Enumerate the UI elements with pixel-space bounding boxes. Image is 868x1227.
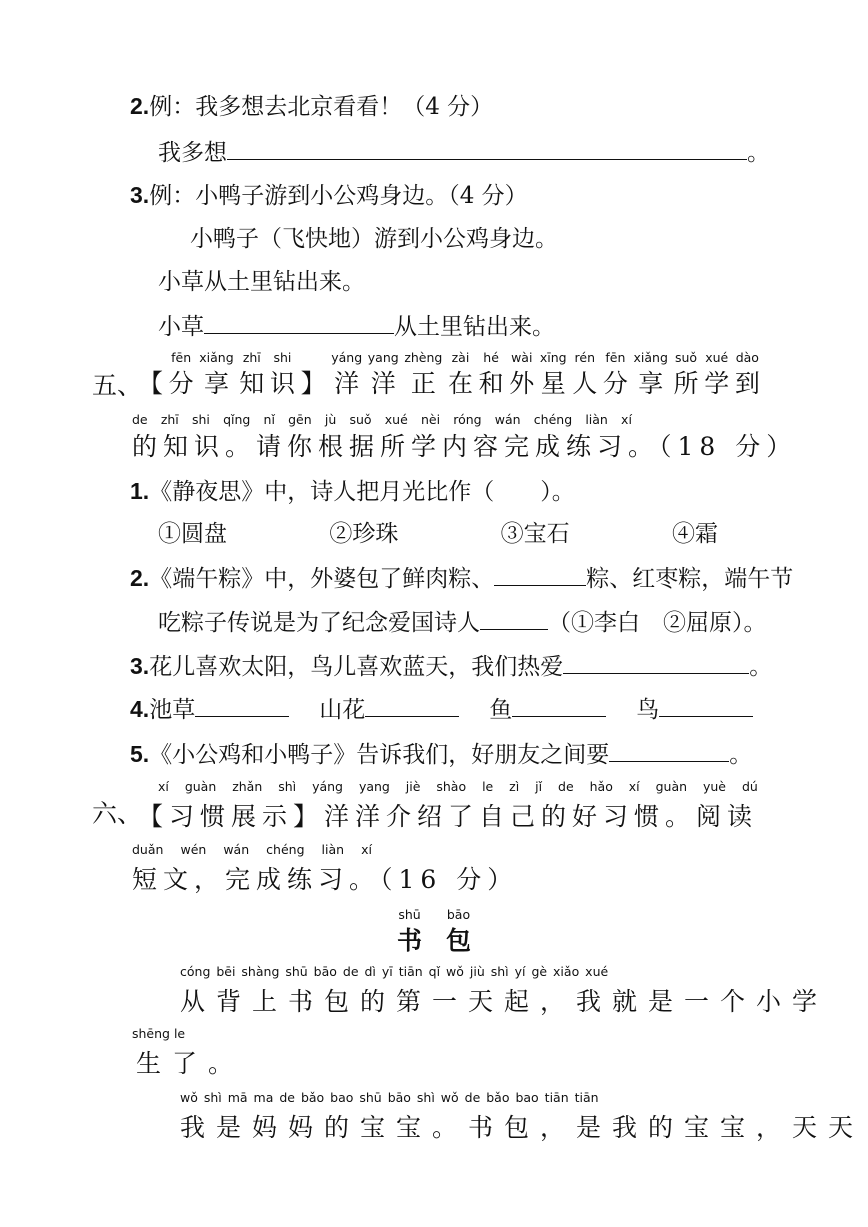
s5-heading-char: xiǎng 享 xyxy=(199,350,234,398)
s5-q2-blank-2[interactable] xyxy=(480,607,548,630)
pinyin-syllable: qǐng xyxy=(223,412,251,427)
s5-q5-end: 。 xyxy=(729,742,753,768)
pinyin-syllable: róng xyxy=(453,412,482,427)
passage-p3-pinyin: wǒ shì mā ma de bǎo bao shū bāo shì wǒ de bǎo bao tiān tiān xyxy=(180,1090,599,1105)
q4-item3-fill xyxy=(158,311,555,341)
q4-item3-text: 例：小鸭子游到小公鸡身边。（4 分） xyxy=(149,183,528,209)
s5-q4 xyxy=(130,694,753,724)
pinyin-syllable: hǎo xyxy=(589,779,613,794)
s5-q2-line2 xyxy=(158,607,767,637)
pinyin-syllable: shi xyxy=(191,412,210,427)
pinyin-syllable: suǒ xyxy=(349,412,372,427)
s5-heading-char: xīng 星 xyxy=(539,350,567,398)
pinyin-syllable: yáng xyxy=(312,779,343,794)
q4-item2-answer-line xyxy=(158,137,770,167)
s5-q2-text-b: 粽、红枣粽，端午节 xyxy=(586,566,794,592)
pinyin-syllable: xué xyxy=(384,412,408,427)
s5-q1 xyxy=(130,477,575,506)
s5-heading-char: rén 人 xyxy=(572,350,598,398)
s5-heading-row2-text: 的知识。请你根据所学内容完成练习。（18 分） xyxy=(132,432,798,461)
pinyin-syllable: nǐ xyxy=(263,412,275,427)
s5-heading-char: suǒ 所 xyxy=(673,350,699,398)
pinyin-syllable: zhǎn xyxy=(232,779,263,794)
s5-q1-option-2[interactable]: ②珍珠 xyxy=(329,521,399,547)
q4-item2-lead: 我多想 xyxy=(158,140,227,166)
s5-q2-line1 xyxy=(130,563,793,593)
s5-label: 五、 xyxy=(92,371,143,400)
pinyin-syllable: duǎn xyxy=(132,842,164,857)
passage-p1-text: 从背上书包的第一天起，我就是一个小学 xyxy=(180,987,829,1016)
pinyin-syllable: guàn xyxy=(184,779,217,794)
s5-q5-text: 《小公鸡和小鸭子》告诉我们，好朋友之间要 xyxy=(149,742,610,768)
pinyin-syllable: zì xyxy=(509,779,520,794)
s5-q4-item-2: 山花 xyxy=(319,697,366,723)
s5-heading-char: zài 在 xyxy=(447,350,473,398)
s5-heading-char: shi 识 xyxy=(269,350,295,398)
pinyin-syllable: gēn xyxy=(288,412,312,427)
s6-pinyin-row1 xyxy=(158,779,758,794)
s5-q4-blank-4[interactable] xyxy=(659,694,753,717)
pinyin-syllable: chéng xyxy=(266,842,305,857)
s5-q4-blank-1[interactable] xyxy=(195,694,289,717)
s5-q1-text: 《静夜思》中，诗人把月光比作（ ）。 xyxy=(149,479,575,505)
pinyin-syllable: chéng xyxy=(533,412,573,427)
q4-item3-sentence: 小草从土里钻出来。 xyxy=(158,269,365,295)
passage-p2-text: 生了。 xyxy=(136,1049,245,1078)
s5-heading-row2-pinyin xyxy=(132,412,632,427)
s5-heading-char: hé 和 xyxy=(478,350,504,398)
q4-item3 xyxy=(130,181,528,210)
passage-title xyxy=(0,905,868,957)
s5-q3-blank[interactable] xyxy=(563,651,749,674)
pinyin-syllable: jù xyxy=(324,412,337,427)
s5-q1-option-3[interactable]: ③宝石 xyxy=(500,521,570,547)
pinyin-syllable: wán xyxy=(223,842,250,857)
s5-heading-char: zhī 知 xyxy=(239,350,265,398)
q4-item2-end: 。 xyxy=(747,140,770,166)
q4-item3-blank[interactable] xyxy=(204,311,394,334)
passage-title-char-1: shū 书 xyxy=(396,907,422,955)
s5-q5-blank[interactable] xyxy=(609,739,729,762)
s5-q4-blank-2[interactable] xyxy=(365,694,459,717)
passage-title-char-2: bāo 包 xyxy=(446,907,472,955)
s5-q4-item-4: 鸟 xyxy=(636,697,660,723)
s5-heading-char: fēn 分 xyxy=(168,350,194,398)
s5-q3-number: 3. xyxy=(130,653,150,679)
pinyin-syllable: xí xyxy=(158,779,169,794)
pinyin-syllable: guàn xyxy=(655,779,688,794)
pinyin-syllable: shào xyxy=(436,779,467,794)
s5-q1-option-1[interactable]: ①圆盘 xyxy=(158,521,227,547)
s5-heading-char: fēn 分 xyxy=(602,350,628,398)
q4-item3-example: 小鸭子（飞快地）游到小公鸡身边。 xyxy=(190,226,558,252)
s5-q3-end: 。 xyxy=(749,654,773,680)
pinyin-syllable: wén xyxy=(180,842,207,857)
passage-p1-pinyin: cóng bēi shàng shū bāo de dì yī tiān qǐ wǒ jiù shì yí gè xiǎo xué xyxy=(180,964,609,979)
q4-item3-number: 3. xyxy=(130,182,150,208)
q4-item2-blank[interactable] xyxy=(227,137,747,160)
s5-q4-number: 4. xyxy=(130,696,150,722)
passage-p3-text: 我是妈妈的宝宝。书包，是我的宝宝，天天 xyxy=(180,1113,865,1142)
pinyin-syllable: liàn xyxy=(321,842,345,857)
s6-pinyin-row2 xyxy=(132,842,372,857)
s5-heading-row1 xyxy=(138,348,760,400)
pinyin-syllable: liàn xyxy=(585,412,608,427)
pinyin-syllable: zhī xyxy=(160,412,179,427)
s5-q1-options xyxy=(158,520,718,548)
pinyin-syllable: jiè xyxy=(405,779,421,794)
s5-heading-char: dào 到 xyxy=(734,350,760,398)
s5-q4-item-3: 鱼 xyxy=(489,697,513,723)
s6-label: 六、 xyxy=(92,799,143,828)
s6-heading-row2: 短文，完成练习。（16 分） xyxy=(132,865,519,894)
s5-heading-char: yáng 洋 xyxy=(331,350,363,398)
s5-q3-text: 花儿喜欢太阳，鸟儿喜欢蓝天，我们热爱 xyxy=(149,654,564,680)
q4-item2-text: 例：我多想去北京看看！（4 分） xyxy=(149,94,494,120)
q4-item2 xyxy=(130,92,493,121)
pinyin-syllable: xí xyxy=(361,842,372,857)
s5-q3 xyxy=(130,651,772,681)
q4-item2-number: 2. xyxy=(130,93,150,119)
pinyin-syllable: de xyxy=(132,412,148,427)
pinyin-syllable: nèi xyxy=(420,412,441,427)
s5-q5-number: 5. xyxy=(130,741,150,767)
s6-heading-row1: 【习惯展示】洋洋介绍了自己的好习惯。阅读 xyxy=(138,802,759,831)
pinyin-syllable: de xyxy=(558,779,574,794)
s5-q2-blank-1[interactable] xyxy=(494,563,586,586)
s5-q2-text-c: 吃粽子传说是为了纪念爱国诗人 xyxy=(158,610,480,636)
pinyin-syllable: xí xyxy=(628,779,640,794)
passage-p2-pinyin: shēng le xyxy=(132,1026,186,1041)
pinyin-syllable: yang xyxy=(358,779,390,794)
pinyin-syllable: dú xyxy=(741,779,758,794)
pinyin-syllable: yuè xyxy=(702,779,726,794)
s5-heading-row2 xyxy=(132,412,797,463)
s5-q4-item-1: 池草 xyxy=(149,697,196,723)
s5-heading-char: xiǎng 享 xyxy=(633,350,668,398)
s5-heading-char: xué 学 xyxy=(704,350,730,398)
pinyin-syllable: jǐ xyxy=(535,779,543,794)
pinyin-syllable: wán xyxy=(494,412,521,427)
s5-q2-number: 2. xyxy=(130,565,150,591)
q4-item3-fill-start: 小草 xyxy=(158,314,204,340)
s5-q4-blank-3[interactable] xyxy=(512,694,606,717)
s5-heading-char: 】 xyxy=(300,369,326,398)
s5-heading-char: 【 xyxy=(138,369,164,398)
pinyin-syllable: shì xyxy=(278,779,297,794)
s5-q1-number: 1. xyxy=(130,478,150,504)
q4-item3-fill-end: 从土里钻出来。 xyxy=(394,314,555,340)
s5-q2-text-d: （①李白 ②屈原）。 xyxy=(548,610,767,636)
pinyin-syllable: xí xyxy=(621,412,632,427)
s5-q5 xyxy=(130,739,752,769)
s5-heading-char: wài 外 xyxy=(509,350,535,398)
s5-heading-char: yang 洋 xyxy=(367,350,399,398)
pinyin-syllable: le xyxy=(482,779,494,794)
s5-q2-text-a: 《端午粽》中，外婆包了鲜肉粽、 xyxy=(149,566,495,592)
s5-q1-option-4[interactable]: ④霜 xyxy=(671,521,718,547)
s5-heading-char: zhèng 正 xyxy=(404,350,443,398)
